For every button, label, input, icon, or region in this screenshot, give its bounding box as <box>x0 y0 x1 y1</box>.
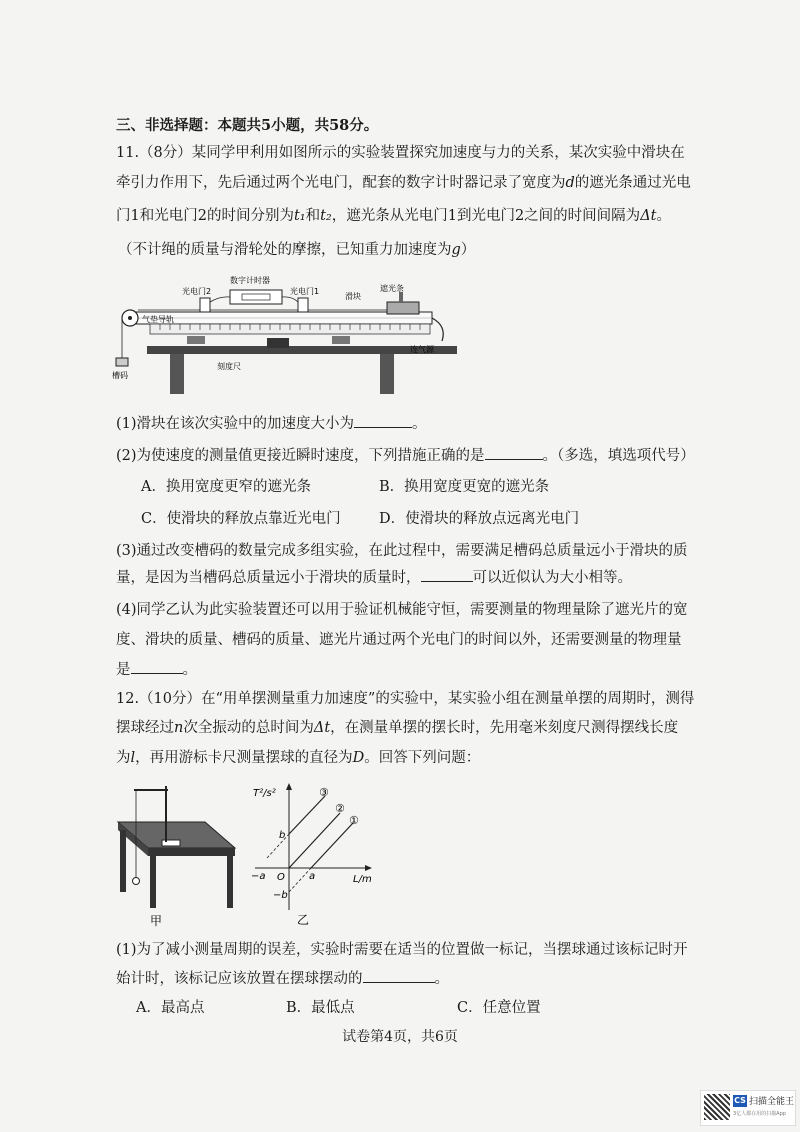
q12-part1-line1: (1)为了减小测量周期的误差，实验时需要在适当的位置做一标记，当摆球通过该标记时开 <box>116 942 688 958</box>
answer-blank-5[interactable] <box>363 968 435 983</box>
label-track: 气垫导轨 <box>142 315 174 324</box>
t2-l-graph <box>245 782 385 932</box>
label-gate1: 光电门1 <box>290 287 320 296</box>
q11-part2 <box>116 445 695 466</box>
support-left <box>187 336 205 344</box>
q12-part1-line2 <box>116 968 449 989</box>
graph-y-label: T²/s² <box>253 788 276 799</box>
label-yi: 乙 <box>297 913 310 927</box>
graph-label-2: ② <box>335 802 345 815</box>
q11-note-a: （不计绳的质量与滑轮处的摩擦，已知重力加速度为 <box>118 242 452 258</box>
slider-block <box>387 302 419 314</box>
q11-line3c: 。 <box>656 208 671 224</box>
table-leg-right <box>380 354 394 394</box>
var-dt: Δt <box>640 208 657 224</box>
q11-part1 <box>116 413 427 434</box>
var-dt-2: Δt <box>313 720 331 736</box>
label-slider: 滑块 <box>345 292 361 301</box>
graph-a: a <box>309 871 316 882</box>
air-track-figure <box>112 266 462 396</box>
q11-line3a: 门1和光电门2的时间分别为 <box>116 208 294 224</box>
q11-line3 <box>116 206 671 226</box>
scanner-watermark <box>700 1090 796 1126</box>
hanging-weight <box>116 358 128 366</box>
var-g: g <box>451 242 461 258</box>
var-d: d <box>565 175 575 191</box>
label-strip: 遮光条 <box>380 284 404 293</box>
q11-option-d: D．使滑块的释放点远离光电门 <box>379 511 580 527</box>
var-n: n <box>174 720 184 736</box>
q12-line2a: 摆球经过 <box>116 720 174 736</box>
q11-line3b: ，遮光条从光电门1到光电门2之间的时间间隔为 <box>331 208 641 224</box>
q11-line2a: 牵引力作用下，先后通过两个光电门，配套的数字计时器记录了宽度为 <box>116 175 566 191</box>
q11-p4d: 。 <box>182 662 197 678</box>
var-l: l <box>130 750 136 766</box>
q12-line3c: 。回答下列问题： <box>364 750 481 766</box>
photogate-1 <box>298 298 308 312</box>
pendulum-table-leg-1 <box>120 830 126 892</box>
q11-line2b: 的遮光条通过光电 <box>574 175 691 191</box>
label-timer: 数字计时器 <box>230 276 270 285</box>
q11-part4-line2: 度、滑块的质量、槽码的质量、遮光片通过两个光电门的时间以外，还需要测量的物理量 <box>116 632 682 648</box>
q11-note-b: ） <box>460 242 476 258</box>
air-hose <box>432 318 443 341</box>
q11-line3-and: 和 <box>305 208 321 224</box>
q11-p1b: 。 <box>412 416 427 432</box>
stand-base <box>162 840 180 846</box>
q11-part3-line2 <box>116 567 632 588</box>
section-title: 三、非选择题：本题共5小题，共58分。 <box>116 117 379 134</box>
answer-blank-1[interactable] <box>354 413 412 428</box>
cs-logo: CS <box>734 1096 746 1105</box>
q11-p3c: 可以近似认为大小相等。 <box>472 570 632 586</box>
graph-neg-a: −a <box>251 871 266 882</box>
pendulum-bob <box>133 878 140 885</box>
qr-code-icon <box>704 1094 730 1120</box>
q12-line3b: ，再用游标卡尺测量摆球的直径为 <box>135 750 353 766</box>
q11-p2b: 。（多选，填选项代号） <box>542 448 695 464</box>
q11-option-c: C．使滑块的释放点靠近光电门 <box>141 511 341 527</box>
graph-label-3: ③ <box>319 786 329 799</box>
q11-option-b: B．换用宽度更宽的遮光条 <box>379 479 550 495</box>
q12-option-c: C．任意位置 <box>457 1000 541 1016</box>
graph-b: b <box>279 830 286 841</box>
q12-line2c: ，在测量单摆的摆长时，先用毫米刻度尺测得摆线长度 <box>330 720 679 736</box>
answer-blank-4[interactable] <box>131 659 183 674</box>
q12-p1b: 始计时，该标记应该放置在摆球摆动的 <box>116 971 363 987</box>
q12-line2 <box>116 718 678 738</box>
table-leg-left <box>170 354 184 394</box>
var-t1: t₁ <box>293 208 306 224</box>
graph-x-label: L/m <box>353 874 372 885</box>
q11-p1a: (1)滑块在该次实验中的加速度大小为 <box>116 416 355 432</box>
q12-option-b: B．最低点 <box>286 1000 355 1016</box>
label-air: 连气源 <box>410 345 434 354</box>
q12-option-a: A．最高点 <box>136 1000 205 1016</box>
var-t2: t₂ <box>320 208 332 224</box>
page-footer: 试卷第4页，共6页 <box>342 1029 458 1045</box>
q11-part3-line1: (3)通过改变槽码的数量完成多组实验，在此过程中，需要满足槽码总质量远小于滑块的质 <box>116 543 688 559</box>
q12-line3a: 为 <box>116 750 131 766</box>
label-gate2: 光电门2 <box>182 287 212 296</box>
q11-line2 <box>116 173 691 193</box>
answer-blank-2[interactable] <box>485 445 543 460</box>
graph-origin: O <box>277 872 285 883</box>
support-right <box>332 336 350 344</box>
pendulum-table-edge <box>148 848 235 856</box>
q12-p1c: 。 <box>434 971 449 987</box>
graph-label-1: ① <box>349 814 359 827</box>
pendulum-figure <box>110 780 240 930</box>
q11-option-a: A．换用宽度更窄的遮光条 <box>141 479 311 495</box>
q11-part4-line3 <box>116 659 197 680</box>
graph-line-1 <box>311 823 353 868</box>
scanner-title: 扫描全能王 <box>749 1097 795 1107</box>
label-weight: 槽码 <box>112 371 128 380</box>
graph-line-3 <box>289 796 325 834</box>
photogate-2 <box>200 298 210 312</box>
var-D: D <box>352 750 365 766</box>
graph-line-2 <box>289 813 340 868</box>
q12-line3 <box>116 748 480 768</box>
q11-p2a: (2)为使速度的测量值更接近瞬时速度，下列措施正确的是 <box>116 448 485 464</box>
answer-blank-3[interactable] <box>421 567 473 582</box>
pendulum-table-leg-2 <box>150 856 156 908</box>
q11-p3b: 量，是因为当槽码总质量远小于滑块的质量时， <box>116 570 421 586</box>
q12-line2b: 次全振动的总时间为 <box>183 720 314 736</box>
label-ruler: 刻度尺 <box>217 362 241 371</box>
light-strip <box>399 292 403 302</box>
q11-part4-line1: (4)同学乙认为此实验装置还可以用于验证机械能守恒，需要测量的物理量除了遮光片的宽 <box>116 602 688 618</box>
q11-note <box>118 240 475 260</box>
graph-neg-b: −b <box>273 890 288 901</box>
q11-p4c: 是 <box>116 662 131 678</box>
q12-line1: 12.（10分）在“用单摆测量重力加速度”的实验中，某实验小组在测量单摆的周期时，测得 <box>116 691 695 707</box>
scanner-subtitle: 3亿人都在用的扫描App <box>733 1111 786 1117</box>
center-base <box>267 338 289 348</box>
label-jia: 甲 <box>150 914 163 928</box>
q11-line1: 11.（8分）某同学甲利用如图所示的实验装置探究加速度与力的关系，某次实验中滑块在 <box>116 145 685 161</box>
pendulum-table-leg-3 <box>227 856 233 908</box>
